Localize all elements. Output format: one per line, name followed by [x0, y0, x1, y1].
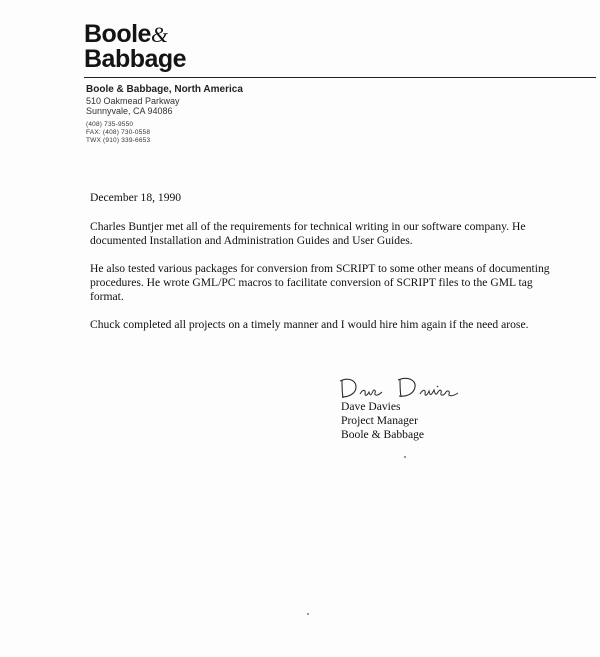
logo-word-boole: Boole — [84, 20, 151, 48]
contact-numbers — [86, 121, 243, 145]
paper-speck — [307, 613, 309, 615]
letter-date: December 18, 1990 — [90, 191, 182, 204]
paper-speck — [404, 456, 406, 458]
company-logo — [84, 22, 186, 72]
letter-body — [90, 191, 560, 346]
letter-closing — [341, 400, 424, 442]
company-name: Boole & Babbage, North America — [86, 84, 243, 95]
paragraph-recommendation: Chuck completed all projects on a timely manner and I would hire him again if the need arose. — [90, 318, 529, 331]
handwritten-signature — [338, 372, 478, 402]
city-address: Sunnyvale, CA 94086 — [86, 106, 173, 116]
phone-number: (408) 735-9550 — [86, 121, 134, 128]
logo-word-babbage: Babbage — [84, 45, 187, 73]
paragraph-requirements: Charles Buntjer met all of the requirements for technical writing in our software company. He documented Installation and Administration Guides and User Guides. — [90, 220, 526, 247]
twx-number: TWX (910) 339-6653 — [86, 137, 151, 144]
street-address: 510 Oakmead Parkway — [86, 96, 180, 106]
fax-number: FAX: (408) 730-0558 — [86, 129, 151, 136]
sender-name: Dave Davies — [341, 400, 401, 413]
letterhead-rule — [84, 77, 596, 78]
logo-ampersand: & — [150, 22, 168, 47]
letterhead-address — [86, 84, 243, 145]
sender-company: Boole & Babbage — [341, 428, 425, 441]
sender-title: Project Manager — [341, 414, 418, 427]
paragraph-conversion: He also tested various packages for conversion from SCRIPT to some other means of documenting procedures. He wrote GML/PC macros to facilitate conversion of SCRIPT files to the GML tag format. — [90, 262, 550, 303]
